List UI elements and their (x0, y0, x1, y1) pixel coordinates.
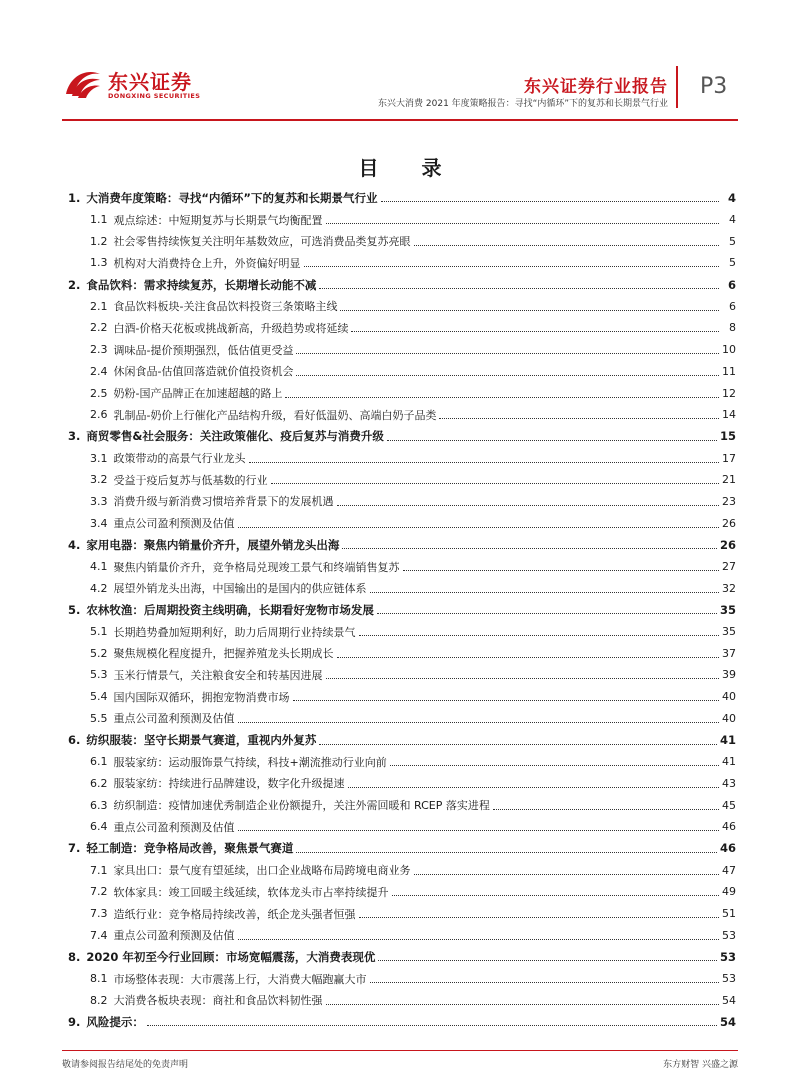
toc-dot-leader (296, 375, 719, 376)
toc-dot-leader (340, 310, 719, 311)
toc-entry-page: 32 (722, 581, 736, 595)
toc-entry-number: 2.5 (90, 386, 108, 400)
toc-dot-leader (293, 700, 720, 701)
toc-entry-page: 14 (722, 408, 736, 422)
toc-entry-number: 5.2 (90, 646, 108, 660)
toc-entry-text: 纺织服装：坚守长期景气赛道，重视内外复苏 (86, 733, 317, 748)
toc-entry-page: 40 (722, 711, 736, 725)
toc-dot-leader (359, 917, 720, 918)
toc-dot-leader (296, 353, 719, 354)
toc-entry-text: 聚焦规模化程度提升，把握养殖龙头长期成长 (113, 647, 334, 661)
toc-subsection[interactable] (68, 209, 736, 231)
toc-entry-number: 5.1 (90, 625, 108, 639)
toc-entry-page: 26 (719, 537, 736, 552)
toc-entry-number: 5. (68, 602, 81, 617)
toc-subsection[interactable] (68, 642, 736, 664)
toc-entry-text: 调味品-提价预期强烈，低估值更受益 (113, 343, 294, 357)
toc-entry-number: 1. (68, 190, 81, 205)
toc-dot-leader (403, 570, 720, 571)
toc-subsection[interactable] (68, 816, 736, 838)
toc-entry-number: 1.1 (90, 213, 108, 227)
toc-entry-page: 12 (722, 386, 736, 400)
toc-entry-page: 10 (722, 343, 736, 357)
toc-dot-leader (238, 527, 720, 528)
toc-entry-text: 重点公司盈利预测及估值 (113, 712, 235, 726)
toc-subsection[interactable] (68, 881, 736, 903)
toc-entry-page: 43 (722, 776, 736, 790)
toc-section[interactable] (68, 426, 736, 448)
toc-entry-text: 食品饮料：需求持续复苏，长期增长动能不减 (86, 277, 317, 292)
toc-dot-leader (439, 418, 719, 419)
toc-section[interactable] (68, 534, 736, 556)
toc-entry-number: 1.2 (90, 234, 108, 248)
toc-dot-leader (319, 288, 719, 289)
toc-dot-leader (387, 440, 717, 441)
report-type: 东兴证券行业报告 (524, 77, 668, 97)
toc-entry-number: 8. (68, 949, 81, 964)
dongxing-logo-icon (62, 64, 104, 102)
toc-dot-leader (285, 397, 719, 398)
toc-entry-number: 3.4 (90, 516, 108, 530)
toc-dot-leader (337, 657, 720, 658)
toc-subsection[interactable] (68, 382, 736, 404)
toc-entry-text: 政策带动的高景气行业龙头 (113, 452, 246, 466)
toc-entry-text: 食品饮料板块-关注食品饮料投资三条策略主线 (113, 300, 338, 314)
footer-slogan: 东方财智 兴盛之源 (663, 1060, 738, 1070)
toc-dot-leader (493, 809, 719, 810)
toc-subsection[interactable] (68, 491, 736, 513)
toc-dot-leader (342, 548, 717, 549)
toc-entry-page: 6 (729, 299, 736, 313)
toc-subsection[interactable] (68, 924, 736, 946)
toc-subsection[interactable] (68, 556, 736, 578)
toc-entry-page: 23 (722, 494, 736, 508)
toc-subsection[interactable] (68, 903, 736, 925)
table-of-contents (68, 187, 736, 1033)
toc-dot-leader (238, 830, 720, 831)
toc-dot-leader (296, 852, 717, 853)
toc-entry-text: 服装家纺：运动服饰景气持续，科技+潮流推动行业向前 (113, 755, 387, 769)
toc-entry-number: 2. (68, 277, 81, 292)
toc-subsection[interactable] (68, 751, 736, 773)
toc-dot-leader (249, 462, 720, 463)
toc-dot-leader (414, 245, 720, 246)
toc-subsection[interactable] (68, 794, 736, 816)
toc-entry-page: 21 (722, 473, 736, 487)
toc-subsection[interactable] (68, 230, 736, 252)
toc-entry-number: 3. (68, 429, 81, 444)
toc-entry-number: 5.3 (90, 668, 108, 682)
toc-subsection[interactable] (68, 469, 736, 491)
toc-entry-text: 受益于疫后复苏与低基数的行业 (113, 473, 268, 487)
toc-subsection[interactable] (68, 686, 736, 708)
toc-dot-leader (337, 505, 720, 506)
toc-entry-page: 35 (719, 602, 736, 617)
toc-subsection[interactable] (68, 708, 736, 730)
toc-dot-leader (370, 592, 720, 593)
toc-entry-number: 4.1 (90, 560, 108, 574)
toc-entry-text: 市场整体表现：大市震荡上行，大消费大幅跑赢大市 (113, 972, 367, 986)
toc-dot-leader (359, 635, 720, 636)
toc-entry-number: 7.1 (90, 863, 108, 877)
toc-entry-text: 家具出口：景气度有望延续，出口企业战略布局跨境电商业务 (113, 864, 411, 878)
page-header (0, 0, 800, 125)
toc-entry-text: 社会零售持续恢复关注明年基数效应，可选消费品类复苏亮眼 (113, 235, 411, 249)
footer-rule (62, 1050, 738, 1051)
toc-dot-leader (147, 1025, 717, 1026)
toc-entry-number: 5.4 (90, 690, 108, 704)
toc-entry-number: 4. (68, 537, 81, 552)
toc-section[interactable] (68, 1011, 736, 1033)
toc-entry-text: 奶粉-国产品牌正在加速超越的路上 (113, 387, 283, 401)
toc-entry-page: 27 (722, 560, 736, 574)
toc-entry-page: 5 (729, 256, 736, 270)
toc-subsection[interactable] (68, 404, 736, 426)
toc-entry-page: 54 (722, 993, 736, 1007)
toc-section[interactable] (68, 838, 736, 860)
toc-entry-text: 服装家纺：持续进行品牌建设，数字化升级提速 (113, 777, 345, 791)
toc-entry-page: 41 (722, 755, 736, 769)
toc-dot-leader (326, 223, 720, 224)
toc-entry-page: 17 (722, 451, 736, 465)
toc-entry-page: 26 (722, 516, 736, 530)
toc-entry-page: 53 (722, 972, 736, 986)
toc-entry-number: 2.6 (90, 408, 108, 422)
toc-entry-page: 35 (722, 625, 736, 639)
toc-dot-leader (348, 787, 720, 788)
toc-entry-page: 4 (727, 190, 736, 205)
toc-section[interactable] (68, 187, 736, 209)
report-subtitle: 东兴大消费 2021 年度策略报告：寻找“内循环”下的复苏和长期景气行业 (378, 99, 668, 109)
toc-dot-leader (381, 201, 720, 202)
toc-dot-leader (326, 678, 720, 679)
toc-dot-leader (326, 1004, 720, 1005)
toc-entry-page: 11 (722, 364, 736, 378)
toc-entry-number: 9. (68, 1014, 81, 1029)
toc-entry-number: 1.3 (90, 256, 108, 270)
toc-subsection[interactable] (68, 989, 736, 1011)
toc-entry-number: 2.3 (90, 343, 108, 357)
toc-dot-leader (392, 895, 720, 896)
toc-entry-page: 46 (719, 841, 736, 856)
toc-dot-leader (370, 982, 720, 983)
toc-subsection[interactable] (68, 295, 736, 317)
toc-entry-page: 41 (719, 733, 736, 748)
toc-entry-number: 2.1 (90, 299, 108, 313)
toc-entry-page: 37 (722, 646, 736, 660)
toc-entry-page: 47 (722, 863, 736, 877)
toc-entry-number: 2.2 (90, 321, 108, 335)
toc-section[interactable] (68, 946, 736, 968)
toc-entry-number: 7. (68, 841, 81, 856)
footer-disclaimer: 敬请参阅报告结尾处的免责声明 (62, 1060, 189, 1070)
toc-entry-text: 国内国际双循环，拥抱宠物消费市场 (113, 690, 290, 704)
toc-entry-page: 4 (729, 213, 736, 227)
toc-dot-leader (390, 765, 719, 766)
toc-subsection[interactable] (68, 664, 736, 686)
toc-entry-number: 6.1 (90, 755, 108, 769)
toc-entry-text: 风险提示： (86, 1014, 144, 1029)
toc-entry-page: 49 (722, 885, 736, 899)
toc-entry-number: 4.2 (90, 581, 108, 595)
toc-entry-number: 7.2 (90, 885, 108, 899)
company-logo (62, 64, 222, 104)
toc-entry-number: 6.2 (90, 776, 108, 790)
toc-entry-page: 46 (722, 820, 736, 834)
toc-subsection[interactable] (68, 317, 736, 339)
toc-entry-page: 8 (729, 321, 736, 335)
toc-entry-text: 农林牧渔：后周期投资主线明确，长期看好宠物市场发展 (86, 602, 374, 617)
toc-entry-page: 45 (722, 798, 736, 812)
toc-subsection[interactable] (68, 968, 736, 990)
toc-entry-page: 15 (719, 429, 736, 444)
toc-entry-text: 休闲食品-估值回落造就价值投资机会 (113, 365, 294, 379)
toc-dot-leader (304, 266, 720, 267)
toc-subsection[interactable] (68, 361, 736, 383)
toc-dot-leader (414, 874, 720, 875)
toc-entry-text: 玉米行情景气，关注粮食安全和转基因进展 (113, 668, 323, 682)
toc-section[interactable] (68, 274, 736, 296)
logo-chinese-name: 东兴证券 (108, 70, 192, 94)
toc-entry-number: 6.3 (90, 798, 108, 812)
toc-subsection[interactable] (68, 447, 736, 469)
toc-entry-text: 大消费各板块表现：商社和食品饮料韧性强 (113, 994, 323, 1008)
toc-subsection[interactable] (68, 773, 736, 795)
toc-entry-page: 54 (719, 1014, 736, 1029)
toc-dot-leader (377, 613, 717, 614)
toc-entry-number: 7.3 (90, 907, 108, 921)
toc-subsection[interactable] (68, 859, 736, 881)
toc-entry-number: 3.3 (90, 494, 108, 508)
toc-subsection[interactable] (68, 512, 736, 534)
page-number: P3 (700, 74, 728, 99)
toc-entry-text: 家用电器：聚焦内销量价齐升，展望外销龙头出海 (86, 537, 340, 552)
toc-entry-text: 商贸零售&社会服务：关注政策催化、疫后复苏与消费升级 (86, 429, 384, 444)
toc-entry-text: 重点公司盈利预测及估值 (113, 517, 235, 531)
toc-entry-number: 6. (68, 733, 81, 748)
toc-subsection[interactable] (68, 621, 736, 643)
toc-entry-text: 重点公司盈利预测及估值 (113, 929, 235, 943)
toc-entry-number: 2.4 (90, 364, 108, 378)
toc-entry-text: 机构对大消费持仓上升，外资偏好明显 (113, 256, 301, 270)
toc-entry-page: 53 (722, 928, 736, 942)
toc-entry-text: 造纸行业：竞争格局持续改善，纸企龙头强者恒强 (113, 907, 356, 921)
toc-entry-text: 轻工制造：竞争格局改善，聚焦景气赛道 (86, 841, 294, 856)
toc-entry-page: 53 (719, 949, 736, 964)
toc-entry-number: 3.1 (90, 451, 108, 465)
toc-entry-text: 乳制品-奶价上行催化产品结构升级，看好低温奶、高端白奶子品类 (113, 408, 437, 422)
toc-dot-leader (271, 483, 720, 484)
toc-entry-text: 大消费年度策略：寻找“内循环”下的复苏和长期景气行业 (86, 190, 378, 205)
toc-dot-leader (238, 722, 720, 723)
header-rule (62, 119, 738, 121)
toc-entry-number: 3.2 (90, 473, 108, 487)
toc-entry-page: 39 (722, 668, 736, 682)
toc-dot-leader (351, 331, 719, 332)
toc-entry-page: 6 (727, 277, 736, 292)
toc-entry-page: 51 (722, 907, 736, 921)
header-divider (676, 66, 678, 108)
toc-dot-leader (319, 744, 717, 745)
toc-subsection[interactable] (68, 339, 736, 361)
toc-entry-text: 白酒-价格天花板或挑战新高，升级趋势或将延续 (113, 321, 349, 335)
toc-subsection[interactable] (68, 577, 736, 599)
toc-subsection[interactable] (68, 252, 736, 274)
toc-entry-number: 8.1 (90, 972, 108, 986)
toc-entry-text: 纺织制造：疫情加速优秀制造企业份额提升，关注外需回暖和 RCEP 落实进程 (113, 799, 490, 813)
toc-entry-text: 重点公司盈利预测及估值 (113, 820, 235, 834)
toc-entry-text: 软体家具：竣工回暖主线延续，软体龙头市占率持续提升 (113, 885, 389, 899)
toc-entry-page: 5 (729, 234, 736, 248)
toc-entry-number: 5.5 (90, 711, 108, 725)
toc-entry-text: 观点综述：中短期复苏与长期景气均衡配置 (113, 213, 323, 227)
toc-section[interactable] (68, 599, 736, 621)
toc-section[interactable] (68, 729, 736, 751)
toc-title: 目 录 (358, 156, 460, 180)
toc-dot-leader (378, 960, 717, 961)
toc-entry-number: 8.2 (90, 993, 108, 1007)
toc-entry-text: 聚焦内销量价齐升，竞争格局兑现竣工景气和终端销售复苏 (113, 560, 400, 574)
toc-entry-text: 2020 年初至今行业回顾：市场宽幅震荡，大消费表现优 (86, 949, 376, 964)
toc-entry-text: 长期趋势叠加短期利好，助力后周期行业持续景气 (113, 625, 356, 639)
toc-entry-page: 40 (722, 690, 736, 704)
toc-entry-text: 消费升级与新消费习惯培养背景下的发展机遇 (113, 495, 334, 509)
toc-entry-number: 6.4 (90, 820, 108, 834)
toc-entry-number: 7.4 (90, 928, 108, 942)
toc-entry-text: 展望外销龙头出海，中国输出的是国内的供应链体系 (113, 582, 367, 596)
toc-dot-leader (238, 939, 720, 940)
logo-english-name: DONGXING SECURITIES (108, 92, 201, 100)
